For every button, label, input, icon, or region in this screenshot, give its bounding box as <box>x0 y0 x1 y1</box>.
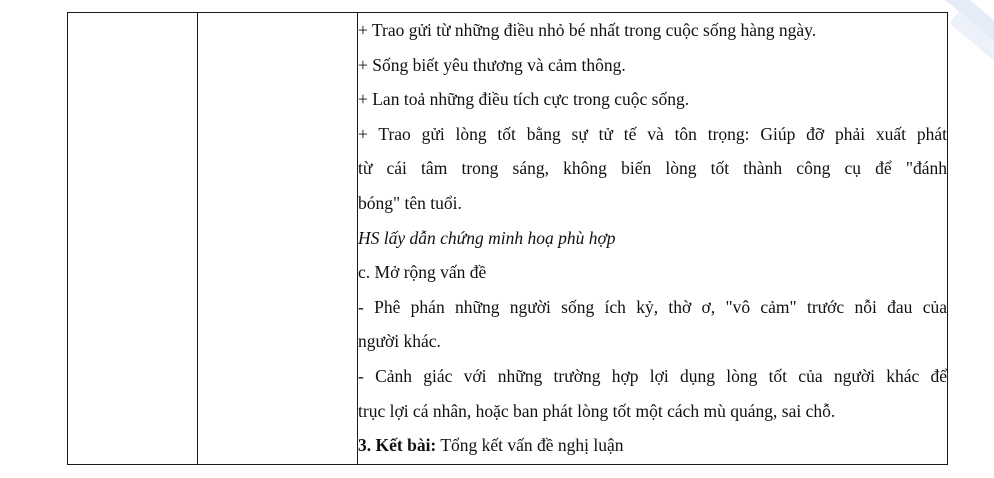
text-line: người khác. <box>358 331 441 352</box>
column-2-cell <box>198 13 358 465</box>
text-line: - Phê phán những người sống ích kỷ, thờ ơ, "vô cảm" trước nỗi đau của <box>358 296 947 317</box>
text-line: từ cái tâm trong sáng, không biến lòng tốt thành công cụ để "đánh <box>358 158 947 179</box>
table-row <box>68 13 948 465</box>
text-line: bóng" tên tuổi. <box>358 192 462 213</box>
text-line: + Lan toả những điều tích cực trong cuộc sống. <box>358 89 690 110</box>
column-1-cell <box>68 13 198 465</box>
content-cell <box>358 13 948 465</box>
conclusion-text: Tổng kết vấn đề nghị luận <box>436 435 624 456</box>
text-line: - Cảnh giác với những trường hợp lợi dụng lòng tốt của người khác để <box>358 365 947 386</box>
section-heading: c. Mở rộng vấn đề <box>358 262 487 283</box>
text-line: + Trao gửi lòng tốt bằng sự tử tế và tôn trọng: Giúp đỡ phải xuất phát <box>358 123 947 144</box>
evidence-note: HS lấy dẫn chứng minh hoạ phù hợp <box>358 227 616 248</box>
text-line: trục lợi cá nhân, hoặc ban phát lòng tốt một cách mù quáng, sai chỗ. <box>358 400 836 421</box>
conclusion-line <box>358 428 947 463</box>
answer-table <box>67 12 948 465</box>
text-line: + Trao gửi từ những điều nhỏ bé nhất trong cuộc sống hàng ngày. <box>358 20 817 40</box>
text-line: + Sống biết yêu thương và cảm thông. <box>358 54 626 75</box>
conclusion-label: 3. Kết bài: <box>358 435 437 456</box>
